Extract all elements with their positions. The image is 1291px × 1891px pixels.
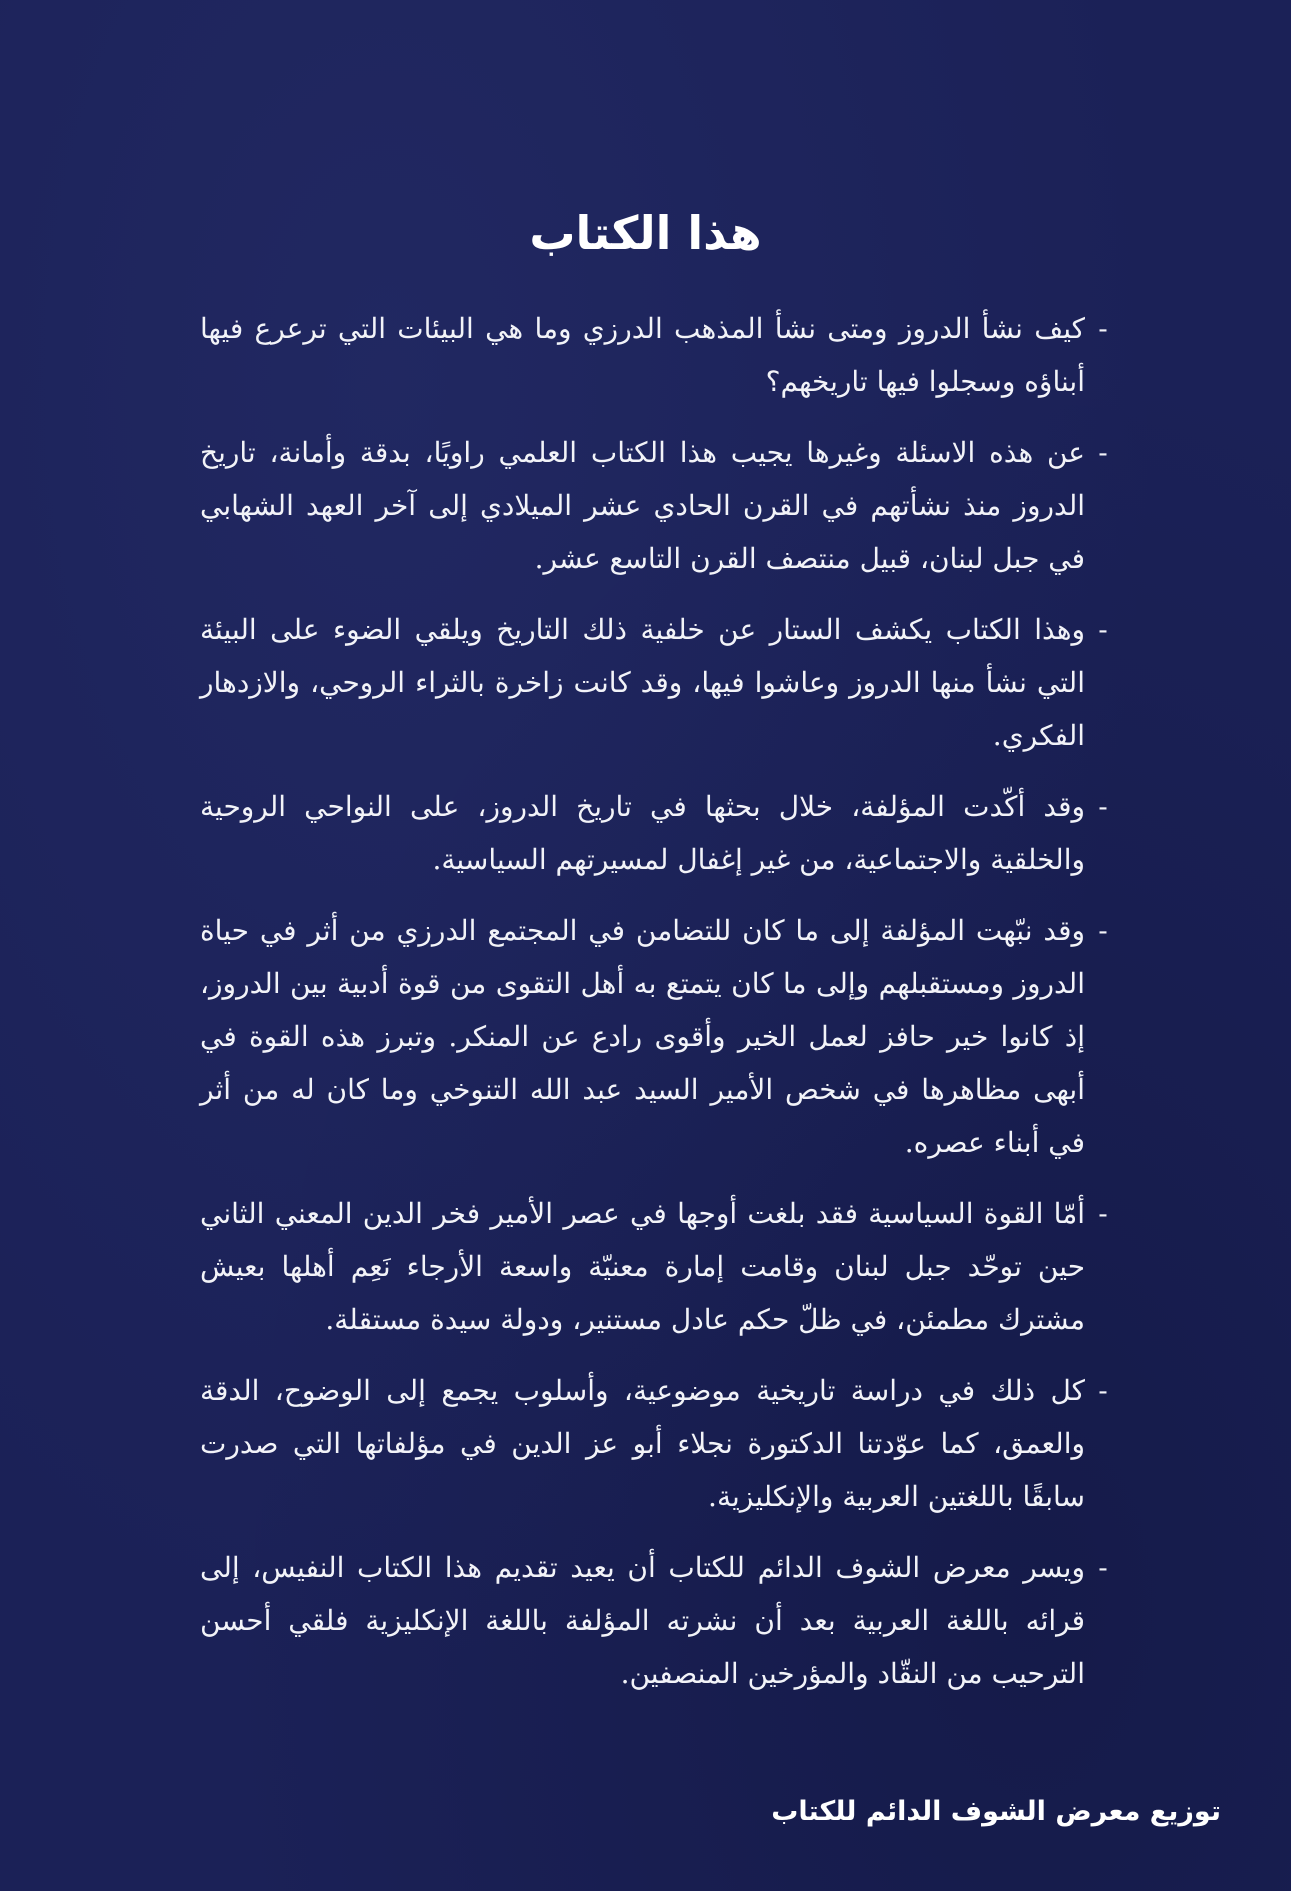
bullet-dash: -: [1098, 1374, 1108, 1407]
paragraph-text: وقد نبّهت المؤلفة إلى ما كان للتضامن في المجتمع الدرزي من أثر في حياة الدروز ومستقبلهم وإلى ما كان يتمتع به أهل التقوى من قوة أدبية بين الدروز، إذ كانوا خير حافز لعمل الخير وأقوى رادع عن المنكر. وتبرز هذه القوة في أبهى مظاهرها في شخص الأمير السيد عبد الله التنوخي وما كان له من أثر في أبناء عصره.: [200, 914, 1085, 1159]
bullet-dash: -: [1098, 613, 1108, 646]
paragraph: [200, 426, 1115, 585]
blurb-text: [200, 302, 1115, 1718]
bullet-dash: -: [1098, 914, 1108, 947]
bullet-dash: -: [1098, 1551, 1108, 1584]
bullet-dash: -: [1098, 1197, 1108, 1230]
publisher-distribution-line: توزيع معرض الشوف الدائم للكتاب: [771, 1796, 1221, 1827]
paragraph: [200, 904, 1115, 1169]
paragraph-text: كل ذلك في دراسة تاريخية موضوعية، وأسلوب يجمع إلى الوضوح، الدقة والعمق، كما عوّدتنا الدكتورة نجلاء أبو عز الدين في مؤلفاتها التي صدرت سابقًا باللغتين العربية والإنكليزية.: [200, 1374, 1085, 1513]
paragraph: [200, 780, 1115, 886]
paragraph-text: عن هذه الاسئلة وغيرها يجيب هذا الكتاب العلمي راويًا، بدقة وأمانة، تاريخ الدروز منذ نشأتهم في القرن الحادي عشر الميلادي إلى آخر العهد الشهابي في جبل لبنان، قبيل منتصف القرن التاسع عشر.: [200, 436, 1085, 575]
paragraph-text: وهذا الكتاب يكشف الستار عن خلفية ذلك التاريخ ويلقي الضوء على البيئة التي نشأ منها الدروز وعاشوا فيها، وقد كانت زاخرة بالثراء الروحي، والازدهار الفكري.: [200, 613, 1085, 752]
paragraph-text: وقد أكّدت المؤلفة، خلال بحثها في تاريخ الدروز، على النواحي الروحية والخلقية والاجتماعية، من غير إغفال لمسيرتهم السياسية.: [200, 790, 1085, 876]
paragraph: [200, 1541, 1115, 1700]
paragraph: [200, 1364, 1115, 1523]
page-title: هذا الكتاب: [529, 205, 762, 260]
paragraph: [200, 603, 1115, 762]
paragraph: [200, 302, 1115, 408]
bullet-dash: -: [1098, 436, 1108, 469]
paragraph-text: ويسر معرض الشوف الدائم للكتاب أن يعيد تقديم هذا الكتاب النفيس، إلى قرائه باللغة العربية بعد أن نشرته المؤلفة باللغة الإنكليزية فلقي أحسن الترحيب من النقّاد والمؤرخين المنصفين.: [200, 1551, 1085, 1690]
bullet-dash: -: [1098, 312, 1108, 345]
paragraph-text: كيف نشأ الدروز ومتى نشأ المذهب الدرزي وما هي البيئات التي ترعرع فيها أبناؤه وسجلوا فيها تاريخهم؟: [200, 312, 1085, 398]
paragraph: [200, 1187, 1115, 1346]
bullet-dash: -: [1098, 790, 1108, 823]
paragraph-text: أمّا القوة السياسية فقد بلغت أوجها في عصر الأمير فخر الدين المعني الثاني حين توحّد جبل لبنان وقامت إمارة معنيّة واسعة الأرجاء نَعِم أهلها بعيش مشترك مطمئن، في ظلّ حكم عادل مستنير، ودولة سيدة مستقلة.: [200, 1197, 1085, 1336]
